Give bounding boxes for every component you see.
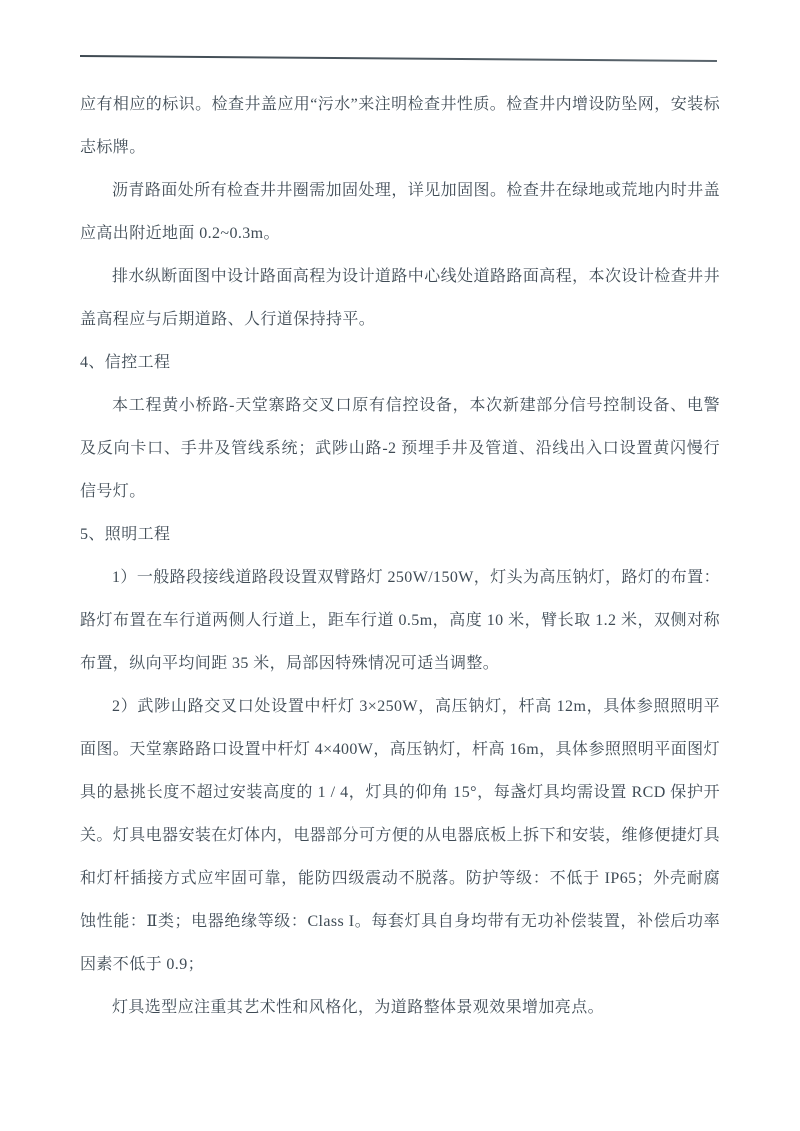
paragraph: 灯具选型应注重其艺术性和风格化，为道路整体景观效果增加亮点。 xyxy=(112,999,605,1016)
paragraph: 1）一般路段接线道路段设置双臂路灯 250W/150W，灯头为高压钠灯，路灯的布置：路灯布置在车行道两侧人行道上，距车行道 0.5m，高度 10 米，臂长取 1.2 米，双侧对称布置，纵向平均间距 35 米，局部因特殊情况可适当调整。 xyxy=(80,569,720,672)
paragraph: 沥青路面处所有检查井井圈需加固处理，详见加固图。检查井在绿地或荒地内时井盖应高出附近地面 0.2~0.3m。 xyxy=(80,182,720,242)
section-heading-5: 5、照明工程 xyxy=(80,526,171,543)
paragraph: 排水纵断面图中设计路面高程为设计道路中心线处道路路面高程，本次设计检查井井盖高程应与后期道路、人行道保持持平。 xyxy=(80,268,720,328)
document-content xyxy=(80,83,720,1029)
section-heading-4: 4、信控工程 xyxy=(80,354,171,371)
header-rule xyxy=(80,55,717,62)
paragraph: 2）武陟山路交叉口处设置中杆灯 3×250W，高压钠灯，杆高 12m，具体参照照明平面图。天堂寨路路口设置中杆灯 4×400W，高压钠灯，杆高 16m，具体参照照明平面图灯具的悬挑长度不超过安装高度的 1 / 4，灯具的仰角 15°，每盏灯具均需设置 RCD 保护开关。灯具电器安装在灯体内，电器部分可方便的从电器底板上拆下和安装，维修便捷灯具和灯杆插接方式应牢固可靠，能防四级震动不脱落。防护等级：不低于 IP65；外壳耐腐蚀性能：Ⅱ类；电器绝缘等级：Class I。每套灯具自身均带有无功补偿装置，补偿后功率因素不低于 0.9； xyxy=(80,698,720,973)
paragraph: 本工程黄小桥路-天堂寨路交叉口原有信控设备，本次新建部分信号控制设备、电警及反向卡口、手井及管线系统；武陟山路-2 预埋手井及管道、沿线出入口设置黄闪慢行信号灯。 xyxy=(80,397,720,500)
paragraph-continued: 应有相应的标识。检查井盖应用“污水”来注明检查井性质。检查井内增设防坠网，安装标志标牌。 xyxy=(80,96,720,156)
